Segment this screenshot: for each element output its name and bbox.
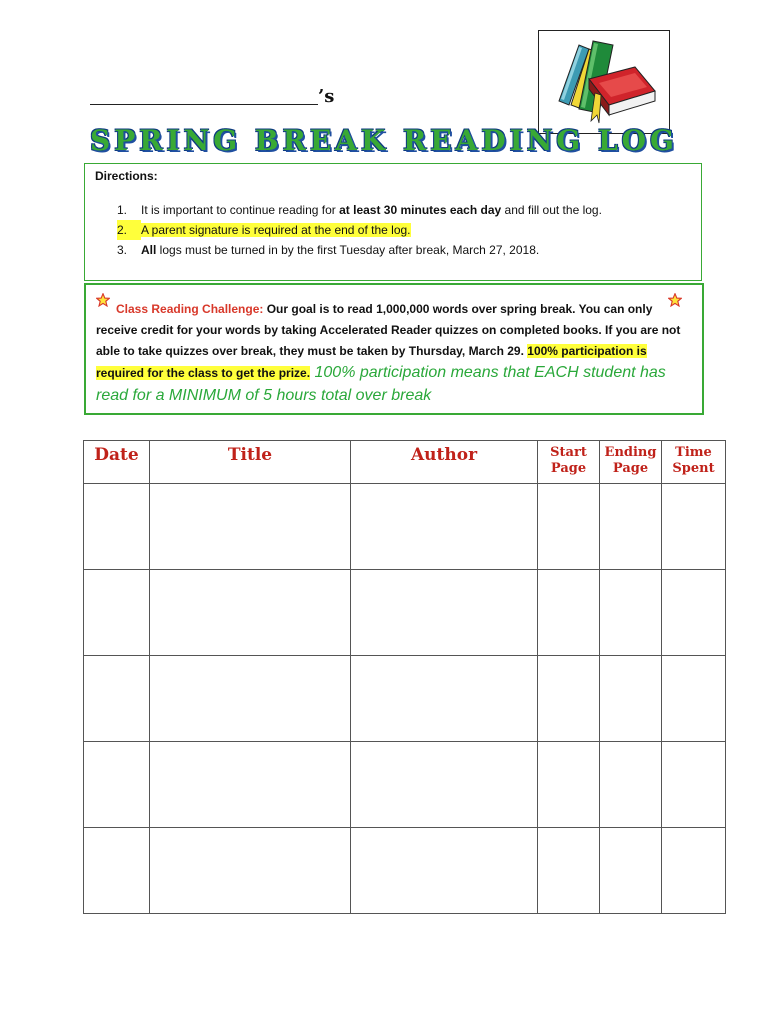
table-header-row: [84, 441, 726, 484]
ending-page-cell[interactable]: [600, 570, 662, 656]
title-cell[interactable]: [150, 484, 351, 570]
reading-log-body: [84, 484, 726, 914]
table-row: [84, 828, 726, 914]
direction-text: logs must be turned in by the first Tuesday after break, March 27, 2018.: [156, 243, 540, 257]
start-page-cell[interactable]: [538, 484, 600, 570]
date-cell[interactable]: [84, 570, 150, 656]
start-page-cell[interactable]: [538, 742, 600, 828]
date-cell[interactable]: [84, 828, 150, 914]
title-cell[interactable]: [150, 742, 351, 828]
name-suffix: ’s: [318, 86, 335, 107]
table-row: [84, 742, 726, 828]
challenge-label: Class Reading Challenge:: [116, 302, 264, 316]
direction-bold-text: All: [141, 243, 157, 257]
time-spent-cell[interactable]: [662, 742, 726, 828]
direction-number: 3.: [117, 243, 128, 257]
direction-text: and fill out the log.: [501, 203, 602, 217]
direction-text: It is important to continue reading for: [141, 203, 340, 217]
direction-item: [117, 240, 602, 260]
ending-page-cell[interactable]: [600, 656, 662, 742]
ending-page-cell[interactable]: [600, 828, 662, 914]
time-spent-cell[interactable]: [662, 828, 726, 914]
challenge-line-4: [96, 364, 666, 382]
directions-list: [117, 200, 602, 260]
star-icon: [668, 293, 682, 307]
column-header-time-spent: [662, 441, 726, 484]
date-cell[interactable]: [84, 484, 150, 570]
header-text: Page: [550, 461, 587, 476]
directions-label: Directions:: [95, 169, 158, 183]
time-spent-cell[interactable]: [662, 484, 726, 570]
challenge-line-1: [116, 302, 652, 316]
name-blank-line[interactable]: [90, 104, 318, 105]
start-page-cell[interactable]: [538, 570, 600, 656]
title-cell[interactable]: [150, 828, 351, 914]
reading-log-table: [83, 440, 726, 914]
column-header-title: Title: [150, 441, 351, 484]
author-cell[interactable]: [351, 742, 538, 828]
table-row: [84, 656, 726, 742]
class-challenge-box: [84, 283, 704, 415]
header-text: Spent: [672, 461, 715, 476]
title-cell[interactable]: [150, 656, 351, 742]
table-row: [84, 570, 726, 656]
direction-bold-text: at least 30 minutes each day: [339, 203, 502, 217]
author-cell[interactable]: [351, 656, 538, 742]
challenge-line-3: [96, 344, 647, 358]
column-header-date: Date: [84, 441, 150, 484]
title-cell[interactable]: [150, 570, 351, 656]
challenge-emphasis-line: read for a MINIMUM of 5 hours total over break: [96, 387, 432, 404]
column-header-start-page: [538, 441, 600, 484]
star-icon: [96, 293, 110, 307]
challenge-emphasis: 100% participation means that EACH student has: [310, 364, 666, 381]
challenge-highlight: 100% participation is: [527, 344, 647, 358]
challenge-text: Our goal is to read 1,000,000 words over spring break. You can only: [263, 302, 653, 316]
header-text: Ending: [604, 445, 657, 460]
books-illustration: [538, 30, 670, 134]
header-text: Start: [550, 445, 587, 460]
start-page-cell[interactable]: [538, 828, 600, 914]
time-spent-cell[interactable]: [662, 570, 726, 656]
author-cell[interactable]: [351, 484, 538, 570]
date-cell[interactable]: [84, 742, 150, 828]
direction-item: [117, 220, 602, 240]
direction-item: [117, 200, 602, 220]
challenge-highlight: required for the class to get the prize.: [96, 366, 311, 380]
author-cell[interactable]: [351, 570, 538, 656]
header-text: Time: [675, 445, 712, 460]
direction-text-highlighted: A parent signature is required at the end of the log.: [141, 223, 411, 237]
direction-number: 1.: [117, 203, 128, 217]
ending-page-cell[interactable]: [600, 484, 662, 570]
start-page-cell[interactable]: [538, 656, 600, 742]
date-cell[interactable]: [84, 656, 150, 742]
challenge-line-2: receive credit for your words by taking Accelerated Reader quizzes on completed books. If you are not: [96, 323, 681, 337]
challenge-text: able to take quizzes over break, they must be taken by Thursday, March 29.: [96, 344, 528, 358]
column-header-author: Author: [351, 441, 538, 484]
header-text: Page: [612, 461, 649, 476]
column-header-ending-page: [600, 441, 662, 484]
directions-box: [84, 163, 702, 281]
author-cell[interactable]: [351, 828, 538, 914]
table-row: [84, 484, 726, 570]
time-spent-cell[interactable]: [662, 656, 726, 742]
ending-page-cell[interactable]: [600, 742, 662, 828]
page-title: SPRING BREAK READING LOG: [90, 124, 678, 157]
direction-number: 2.: [117, 220, 141, 240]
